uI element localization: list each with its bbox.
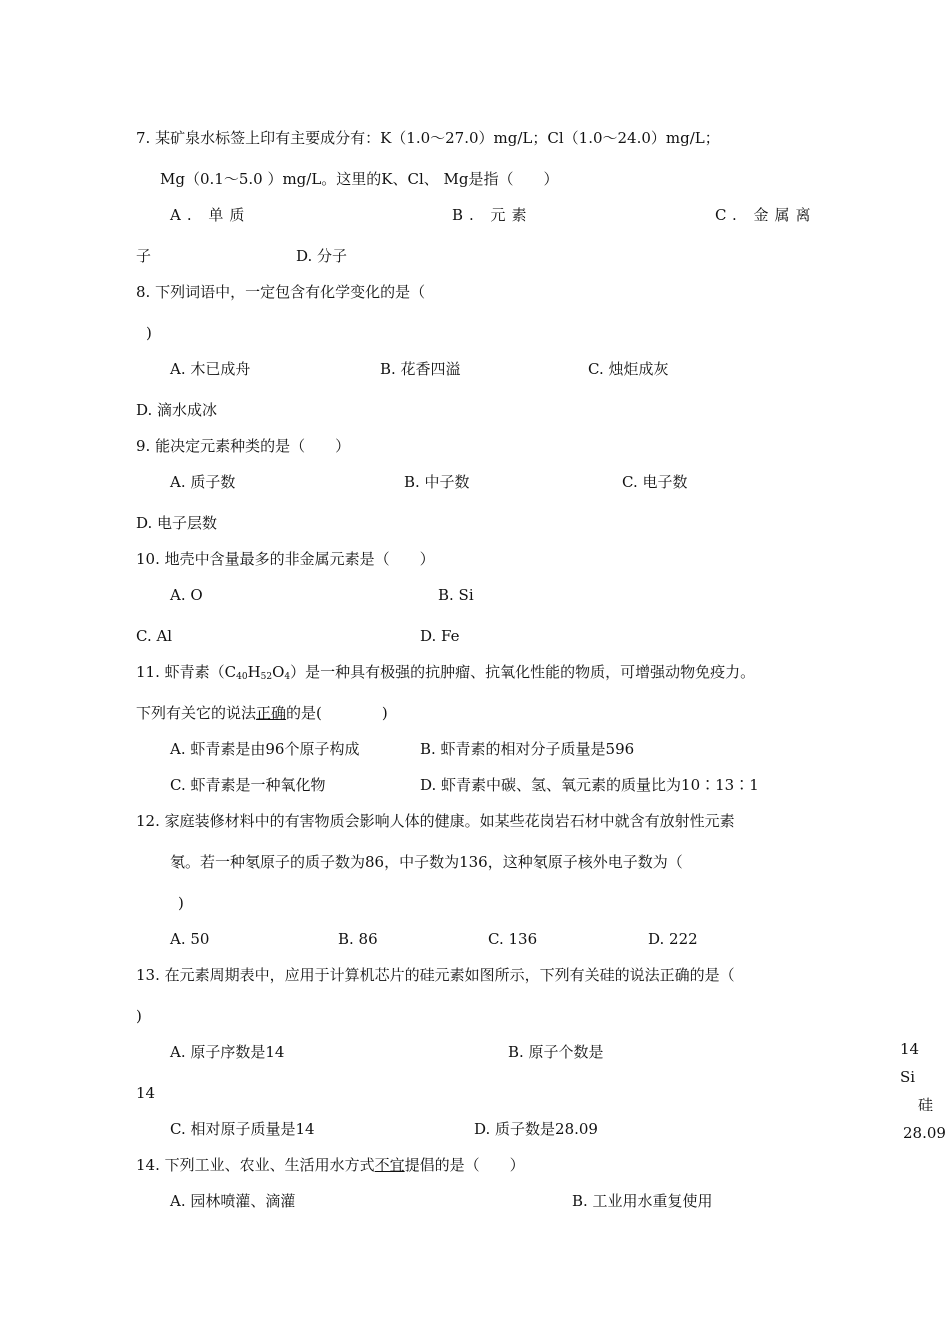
- q10-option-c: C. Al: [136, 627, 173, 645]
- q11-stem-line2: [136, 703, 388, 723]
- q14-option-a: A. 园林喷灌、滴灌: [170, 1192, 296, 1210]
- q12-stem-line2: 氡。若一种氡原子的质子数为86，中子数为136，这种氡原子核外电子数为（: [170, 853, 683, 871]
- q14-underlined-word: 不宜: [374, 1156, 405, 1174]
- q11-option-a: A. 虾青素是由96个原子构成: [170, 740, 360, 758]
- q12-stem-line3: ): [178, 894, 184, 912]
- q13-option-d: D. 质子数是28.09: [474, 1120, 598, 1138]
- q13-option-c: C. 相对原子质量是14: [170, 1120, 315, 1138]
- q10-option-a: A. O: [170, 586, 203, 604]
- q9-option-a: A. 质子数: [170, 473, 236, 491]
- q8-option-b: B. 花香四溢: [380, 360, 461, 378]
- q11-underlined-word: 正确: [256, 704, 287, 722]
- q9-stem: 9. 能决定元素种类的是（ ）: [136, 437, 351, 455]
- q14-option-b: B. 工业用水重复使用: [572, 1192, 713, 1210]
- q11-line2-suffix: 的是( ): [286, 704, 388, 722]
- q11-stem-suffix: ）是一种具有极强的抗肿瘤、抗氧化性能的物质，可增强动物免疫力。: [290, 663, 756, 681]
- q13-stem-line2: ): [136, 1007, 142, 1025]
- element-atomic-mass: 28.09: [903, 1124, 946, 1142]
- q7-option-c: C. 金属离: [715, 206, 817, 224]
- q14-stem-suffix: 提倡的是（ ）: [404, 1156, 525, 1174]
- q7-option-a: A. 单质: [170, 206, 251, 224]
- q11-formula-h: H: [247, 663, 261, 681]
- q13-option-b-continued: 14: [136, 1084, 156, 1102]
- q12-option-a: A. 50: [170, 930, 210, 948]
- q11-line2-prefix: 下列有关它的说法: [136, 704, 257, 722]
- q13-stem-line1: 13. 在元素周期表中，应用于计算机芯片的硅元素如图所示，下列有关硅的说法正确的是（: [136, 966, 735, 984]
- q10-option-b: B. Si: [438, 586, 474, 604]
- q12-stem-line1: 12. 家庭装修材料中的有害物质会影响人体的健康。如某些花岗岩石材中就含有放射性元素: [136, 812, 735, 830]
- q8-option-c: C. 烛炬成灰: [588, 360, 669, 378]
- q9-option-b: B. 中子数: [404, 473, 470, 491]
- q8-option-a: A. 木已成舟: [170, 360, 251, 378]
- q10-option-d: D. Fe: [420, 627, 460, 645]
- q7-stem-line2: Mg（0.1～5.0 ）mg/L。这里的K、Cl、 Mg是指（ ）: [160, 170, 559, 188]
- q10-stem: 10. 地壳中含量最多的非金属元素是（ ）: [136, 550, 435, 568]
- q7-option-d: D. 分子: [296, 247, 348, 265]
- q11-formula-h-count: 52: [260, 672, 273, 682]
- q11-option-c: C. 虾青素是一种氧化物: [170, 776, 326, 794]
- q11-option-b: B. 虾青素的相对分子质量是596: [420, 740, 635, 758]
- q14-stem: [136, 1155, 525, 1175]
- q12-option-d: D. 222: [648, 930, 698, 948]
- q11-formula-c-count: 40: [236, 672, 248, 682]
- q8-stem: 8. 下列词语中，一定包含有化学变化的是（: [136, 283, 426, 301]
- q14-stem-prefix: 14. 下列工业、农业、生活用水方式: [136, 1156, 375, 1174]
- q12-option-c: C. 136: [488, 930, 538, 948]
- q9-option-c: C. 电子数: [622, 473, 688, 491]
- q7-option-b: B. 元素: [452, 206, 533, 224]
- q13-option-b: B. 原子个数是: [508, 1043, 604, 1061]
- q11-formula-o: O: [272, 663, 285, 681]
- q9-option-d: D. 电子层数: [136, 514, 218, 532]
- q11-formula-o-count: 4: [284, 672, 291, 682]
- q11-stem-prefix: 11. 虾青素（C: [136, 663, 237, 681]
- element-name: 硅: [918, 1096, 934, 1114]
- q11-stem-line1: [136, 662, 755, 682]
- q7-option-c-continued: 子: [136, 247, 152, 265]
- q12-option-b: B. 86: [338, 930, 378, 948]
- q11-option-d: D. 虾青素中碳、氢、氧元素的质量比为10∶13∶1: [420, 776, 759, 794]
- q8-stem-continued: ): [146, 324, 152, 342]
- q7-stem-line1: 7. 某矿泉水标签上印有主要成分有：K（1.0～27.0）mg/L；Cl（1.0～24.0）mg/L；: [136, 129, 720, 147]
- element-atomic-number: 14: [900, 1040, 920, 1058]
- q8-option-d: D. 滴水成冰: [136, 401, 218, 419]
- element-symbol: Si: [900, 1068, 916, 1086]
- q13-option-a: A. 原子序数是14: [170, 1043, 285, 1061]
